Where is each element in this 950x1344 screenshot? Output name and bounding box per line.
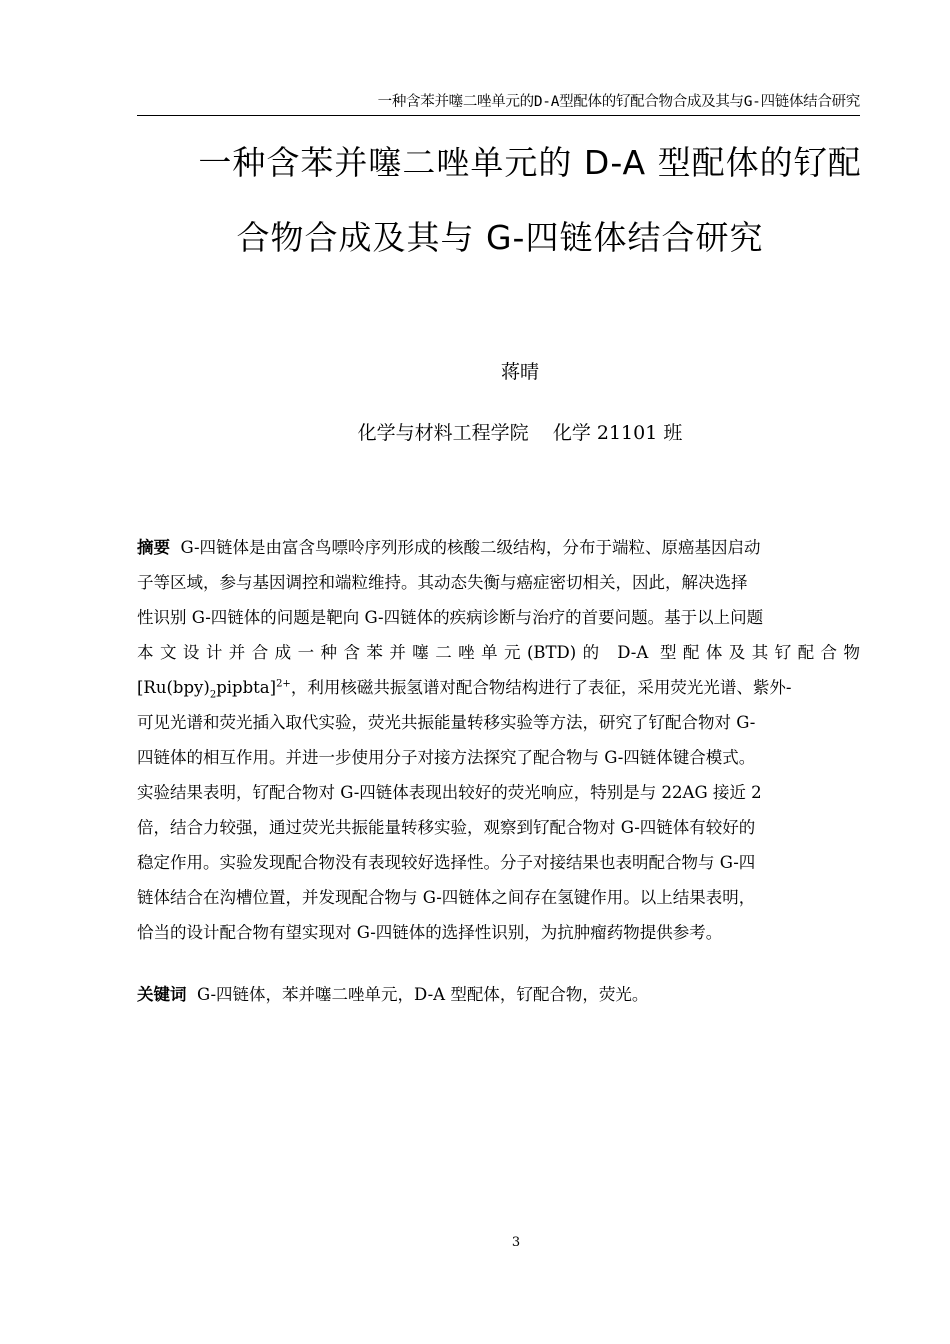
abstract (137, 530, 860, 950)
abstract-line: 倍，结合力较强，通过荧光共振能量转移实验，观察到钌配合物对 G-四链体有较好的 (137, 818, 756, 837)
abstract-label: 摘要 (137, 538, 170, 557)
abstract-line: 性识别 G-四链体的问题是靶向 G-四链体的疾病诊断与治疗的首要问题。基于以上问题 (137, 608, 764, 627)
abstract-line: 恰当的设计配合物有望实现对 G-四链体的选择性识别，为抗肿瘤药物提供参考。 (137, 923, 723, 942)
abstract-text: G-四链体是由富含鸟嘌呤序列形成的核酸二级结构，分布于端粒、原癌基因启动 (180, 538, 761, 557)
abstract-line: 四链体的相互作用。并进一步使用分子对接方法探究了配合物与 G-四链体键合模式。 (137, 748, 756, 767)
abstract-line (137, 530, 860, 565)
author-name: 蒋晴 (500, 361, 539, 383)
complex-formula: $[Ru(bpy)_2pipbta]^{2+}$ (137, 678, 291, 701)
author-affiliation: 化学与材料工程学院 化学 21101 班 (357, 422, 683, 444)
abstract-line: 可见光谱和荧光插入取代实验，荧光共振能量转移实验等方法，研究了钌配合物对 G- (137, 713, 756, 732)
abstract-text: ，利用核磁共振氢谱对配合物结构进行了表征，采用荧光光谱、紫外- (290, 678, 792, 697)
abstract-line (137, 670, 860, 705)
abstract-line: 实验结果表明，钌配合物对 G-四链体表现出较好的荧光响应，特别是与 22AG 接近 2 (137, 783, 762, 802)
running-header: 一种含苯并噻二唑单元的D-A型配体的钌配合物合成及其与G-四链体结合研究 (377, 94, 860, 110)
keywords-text: G-四链体，苯并噻二唑单元，D-A 型配体，钌配合物，荧光。 (197, 985, 649, 1004)
header-rule (137, 115, 860, 116)
abstract-line: 链体结合在沟槽位置，并发现配合物与 G-四链体之间存在氢键作用。以上结果表明， (137, 888, 756, 907)
page-number: 3 (511, 1235, 521, 1250)
keywords (137, 977, 860, 1012)
keywords-label: 关键词 (137, 985, 187, 1004)
title-line-2: 合物合成及其与 G-四链体结合研究 (236, 218, 764, 257)
title-line-1: 一种含苯并噻二唑单元的 D-A 型配体的钌配 (198, 143, 862, 182)
abstract-line: 本文设计并合成一种含苯并噻二唑单元(BTD)的 D-A 型配体及其钌配合物 (137, 643, 860, 662)
abstract-line: 稳定作用。实验发现配合物没有表现较好选择性。分子对接结果也表明配合物与 G-四 (137, 853, 756, 872)
abstract-line: 子等区域，参与基因调控和端粒维持。其动态失衡与癌症密切相关，因此，解决选择 (137, 573, 748, 592)
